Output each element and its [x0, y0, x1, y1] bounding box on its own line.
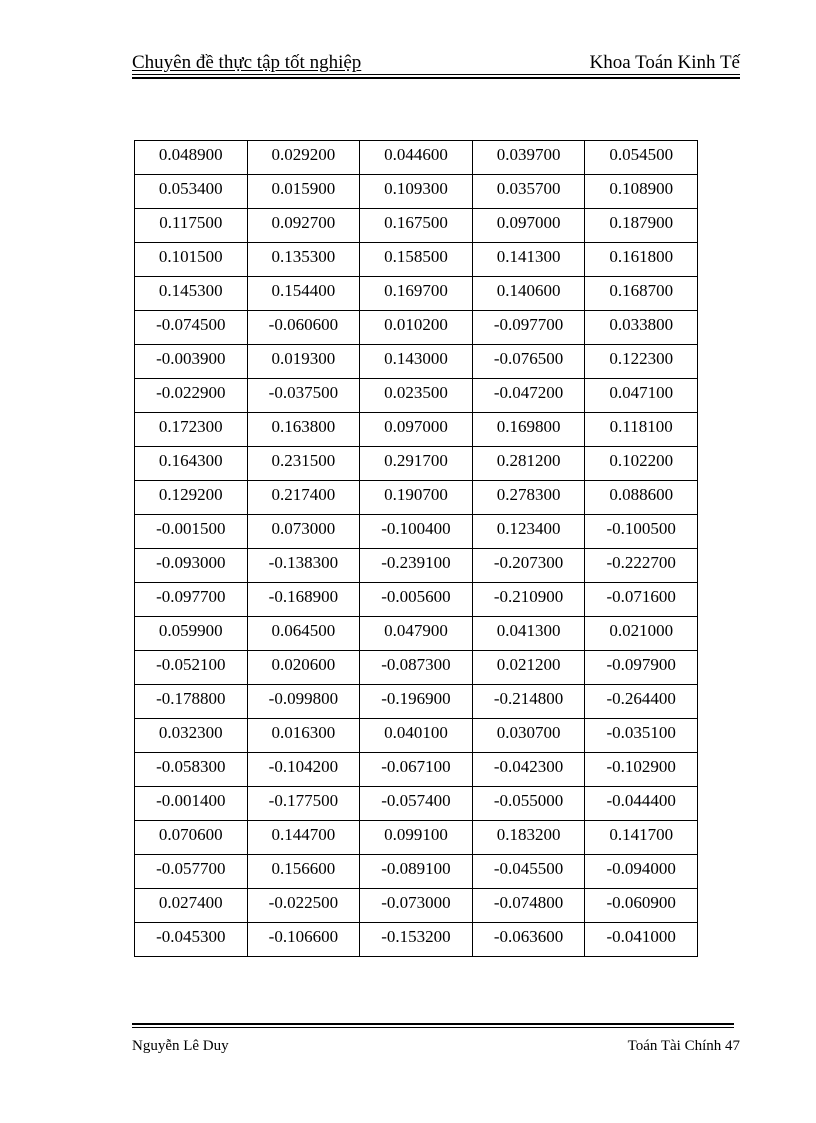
table-cell: -0.087300	[360, 651, 473, 685]
table-cell: -0.063600	[472, 923, 585, 957]
table-cell: 0.032300	[135, 719, 248, 753]
table-cell: 0.039700	[472, 141, 585, 175]
table-row	[135, 821, 698, 855]
table-cell: -0.058300	[135, 753, 248, 787]
table-cell: 0.047900	[360, 617, 473, 651]
table-cell: 0.281200	[472, 447, 585, 481]
table-row	[135, 515, 698, 549]
table-cell: 0.167500	[360, 209, 473, 243]
table-cell: 0.143000	[360, 345, 473, 379]
page-footer	[132, 1023, 740, 1063]
table-cell: -0.099800	[247, 685, 360, 719]
table-cell: -0.001400	[135, 787, 248, 821]
table-cell: -0.207300	[472, 549, 585, 583]
table-cell: 0.033800	[585, 311, 698, 345]
table-cell: -0.094000	[585, 855, 698, 889]
page-header	[132, 50, 740, 76]
table-cell: -0.022500	[247, 889, 360, 923]
table-cell: 0.108900	[585, 175, 698, 209]
table-row	[135, 311, 698, 345]
table-row	[135, 583, 698, 617]
table-cell: 0.164300	[135, 447, 248, 481]
table-row	[135, 277, 698, 311]
table-cell: -0.102900	[585, 753, 698, 787]
table-row	[135, 549, 698, 583]
table-cell: -0.196900	[360, 685, 473, 719]
table-cell: 0.047100	[585, 379, 698, 413]
table-cell: -0.210900	[472, 583, 585, 617]
table-cell: 0.020600	[247, 651, 360, 685]
header-rule-thick	[132, 77, 740, 79]
table-cell: 0.015900	[247, 175, 360, 209]
table-cell: 0.161800	[585, 243, 698, 277]
table-cell: 0.059900	[135, 617, 248, 651]
table-row	[135, 617, 698, 651]
table-cell: -0.057700	[135, 855, 248, 889]
table-row	[135, 345, 698, 379]
table-cell: 0.053400	[135, 175, 248, 209]
header-department: Khoa Toán Kinh Tế	[589, 52, 740, 73]
table-cell: 0.030700	[472, 719, 585, 753]
table-cell: 0.141300	[472, 243, 585, 277]
table-cell: -0.100500	[585, 515, 698, 549]
table-row	[135, 855, 698, 889]
table-cell: 0.172300	[135, 413, 248, 447]
table-cell: 0.021200	[472, 651, 585, 685]
table-cell: -0.177500	[247, 787, 360, 821]
table-cell: 0.101500	[135, 243, 248, 277]
table-cell: -0.071600	[585, 583, 698, 617]
table-row	[135, 685, 698, 719]
table-cell: -0.042300	[472, 753, 585, 787]
table-cell: 0.183200	[472, 821, 585, 855]
table-cell: 0.190700	[360, 481, 473, 515]
table-cell: 0.117500	[135, 209, 248, 243]
table-cell: -0.222700	[585, 549, 698, 583]
table-cell: -0.001500	[135, 515, 248, 549]
table-cell: -0.045500	[472, 855, 585, 889]
table-cell: -0.074800	[472, 889, 585, 923]
table-row	[135, 923, 698, 957]
table-cell: -0.153200	[360, 923, 473, 957]
table-cell: 0.097000	[360, 413, 473, 447]
table-row	[135, 141, 698, 175]
table-cell: 0.023500	[360, 379, 473, 413]
table-cell: -0.035100	[585, 719, 698, 753]
table-cell: -0.097700	[135, 583, 248, 617]
table-row	[135, 787, 698, 821]
table-cell: 0.016300	[247, 719, 360, 753]
table-cell: -0.037500	[247, 379, 360, 413]
table-row	[135, 889, 698, 923]
table-cell: 0.187900	[585, 209, 698, 243]
footer-rule-thick	[132, 1023, 734, 1025]
table-cell: 0.070600	[135, 821, 248, 855]
table-cell: 0.141700	[585, 821, 698, 855]
table-cell: 0.278300	[472, 481, 585, 515]
table-cell: 0.099100	[360, 821, 473, 855]
table-cell: -0.005600	[360, 583, 473, 617]
table-body	[135, 141, 698, 957]
table-cell: -0.074500	[135, 311, 248, 345]
table-cell: -0.041000	[585, 923, 698, 957]
table-cell: -0.214800	[472, 685, 585, 719]
table-cell: 0.144700	[247, 821, 360, 855]
table-row	[135, 481, 698, 515]
table-cell: -0.106600	[247, 923, 360, 957]
table-cell: 0.027400	[135, 889, 248, 923]
table-cell: 0.145300	[135, 277, 248, 311]
table-cell: 0.092700	[247, 209, 360, 243]
table-cell: 0.048900	[135, 141, 248, 175]
table-cell: 0.122300	[585, 345, 698, 379]
table-row	[135, 243, 698, 277]
table-cell: 0.291700	[360, 447, 473, 481]
table-cell: 0.029200	[247, 141, 360, 175]
table-cell: 0.021000	[585, 617, 698, 651]
table-cell: 0.123400	[472, 515, 585, 549]
footer-author: Nguyễn Lê Duy	[132, 1038, 229, 1054]
table-cell: -0.067100	[360, 753, 473, 787]
table-cell: -0.089100	[360, 855, 473, 889]
table-cell: -0.168900	[247, 583, 360, 617]
table-cell: 0.168700	[585, 277, 698, 311]
table-cell: -0.045300	[135, 923, 248, 957]
table-cell: 0.054500	[585, 141, 698, 175]
table-row	[135, 209, 698, 243]
table-cell: -0.022900	[135, 379, 248, 413]
table-row	[135, 447, 698, 481]
table-cell: 0.217400	[247, 481, 360, 515]
table-cell: 0.140600	[472, 277, 585, 311]
table-row	[135, 651, 698, 685]
table-cell: -0.093000	[135, 549, 248, 583]
table-cell: -0.057400	[360, 787, 473, 821]
table-cell: 0.156600	[247, 855, 360, 889]
table-cell: 0.073000	[247, 515, 360, 549]
table-cell: -0.060900	[585, 889, 698, 923]
table-cell: 0.041300	[472, 617, 585, 651]
table-row	[135, 719, 698, 753]
footer-rule	[132, 1027, 734, 1028]
table-cell: -0.100400	[360, 515, 473, 549]
table-cell: -0.055000	[472, 787, 585, 821]
table-cell: 0.035700	[472, 175, 585, 209]
table-cell: -0.097900	[585, 651, 698, 685]
table-cell: 0.040100	[360, 719, 473, 753]
table-row	[135, 379, 698, 413]
table-cell: -0.239100	[360, 549, 473, 583]
table-cell: 0.169700	[360, 277, 473, 311]
table-cell: 0.163800	[247, 413, 360, 447]
table-cell: -0.178800	[135, 685, 248, 719]
table-cell: -0.073000	[360, 889, 473, 923]
table-row	[135, 413, 698, 447]
table-cell: -0.052100	[135, 651, 248, 685]
table-cell: -0.097700	[472, 311, 585, 345]
table-cell: -0.060600	[247, 311, 360, 345]
table-cell: 0.088600	[585, 481, 698, 515]
returns-table	[134, 140, 698, 957]
table-cell: -0.044400	[585, 787, 698, 821]
table-cell: 0.010200	[360, 311, 473, 345]
table-cell: -0.003900	[135, 345, 248, 379]
table-cell: 0.102200	[585, 447, 698, 481]
table-cell: 0.135300	[247, 243, 360, 277]
header-rule	[132, 74, 740, 75]
table-cell: 0.231500	[247, 447, 360, 481]
table-cell: 0.097000	[472, 209, 585, 243]
header-title: Chuyên đề thực tập tốt nghiệp	[132, 52, 362, 73]
table-cell: -0.047200	[472, 379, 585, 413]
table-cell: -0.076500	[472, 345, 585, 379]
table-cell: 0.129200	[135, 481, 248, 515]
table-cell: 0.019300	[247, 345, 360, 379]
table-cell: 0.169800	[472, 413, 585, 447]
table-cell: 0.044600	[360, 141, 473, 175]
table-cell: 0.064500	[247, 617, 360, 651]
table-cell: 0.118100	[585, 413, 698, 447]
table-row	[135, 753, 698, 787]
table-cell: 0.158500	[360, 243, 473, 277]
table-cell: 0.154400	[247, 277, 360, 311]
table-cell: -0.264400	[585, 685, 698, 719]
table-cell: -0.104200	[247, 753, 360, 787]
table-cell: -0.138300	[247, 549, 360, 583]
footer-page-label: Toán Tài Chính 47	[627, 1038, 740, 1054]
table-row	[135, 175, 698, 209]
table-cell: 0.109300	[360, 175, 473, 209]
